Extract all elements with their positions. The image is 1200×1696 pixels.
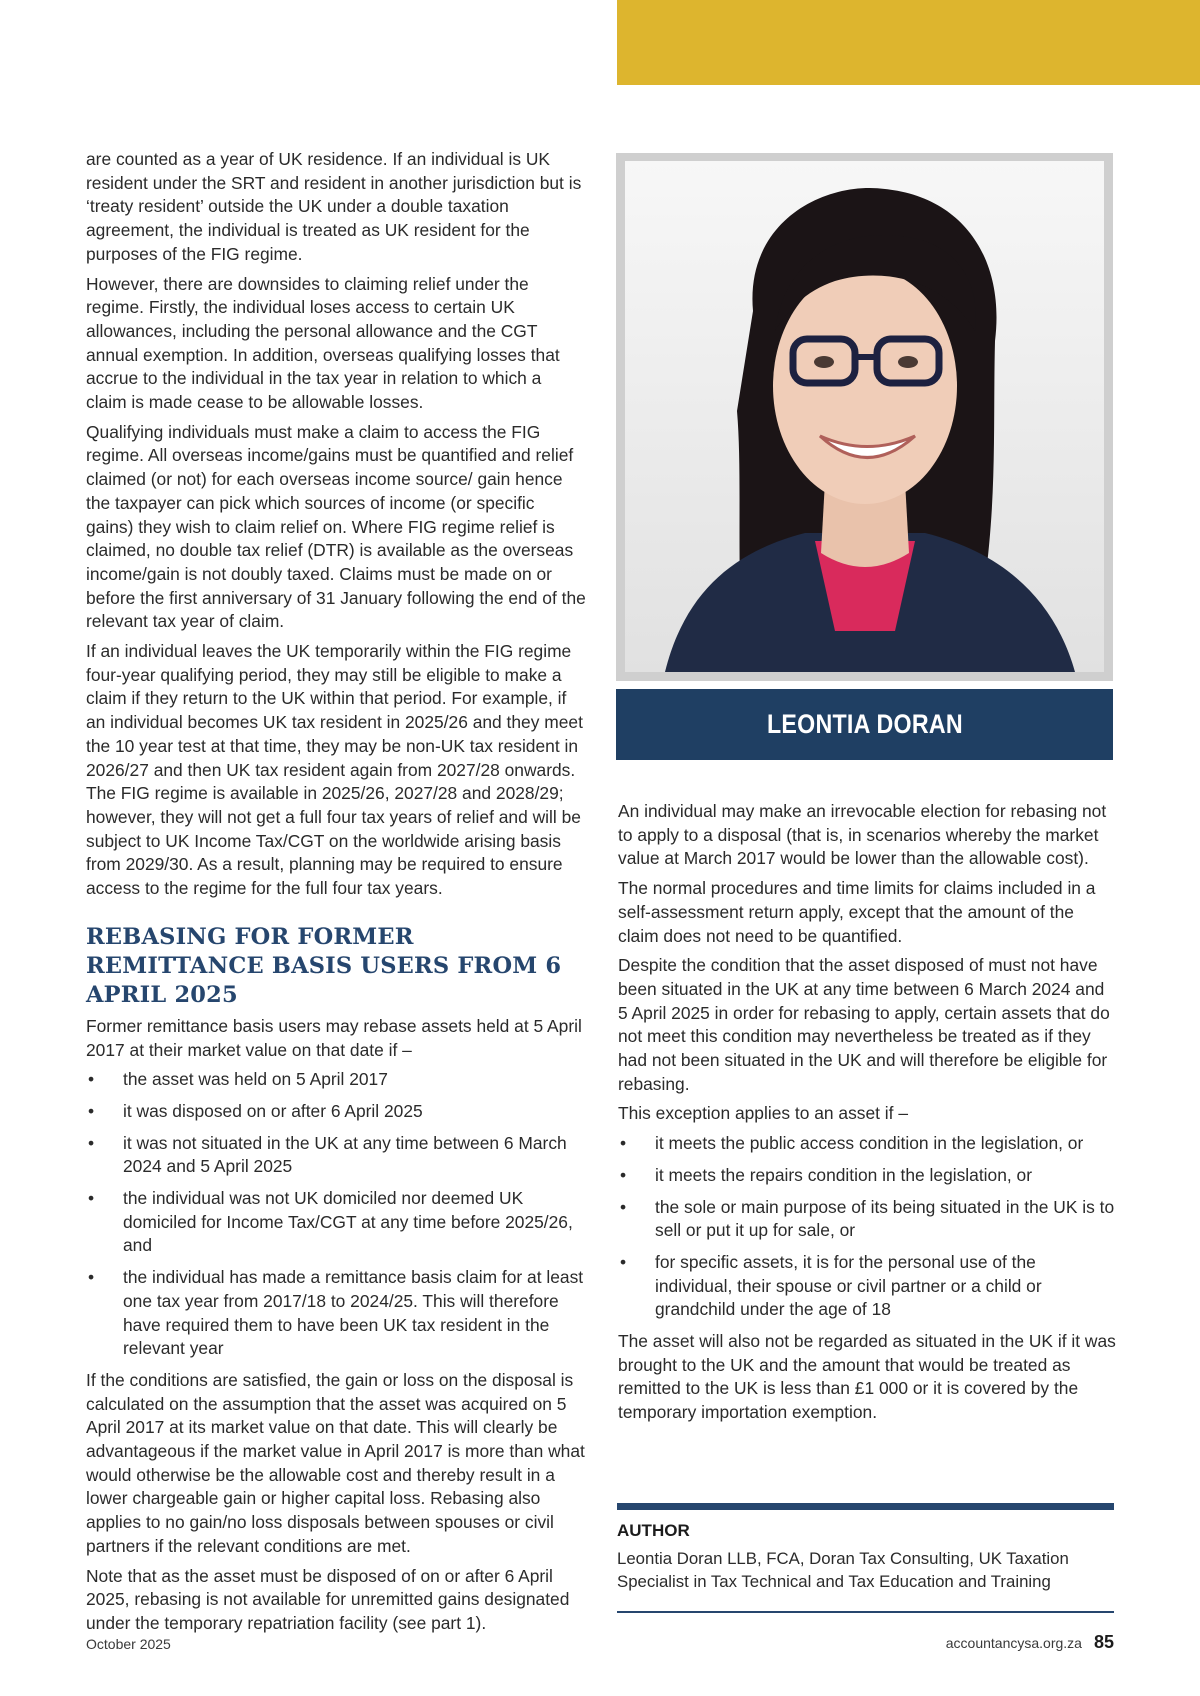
list-item: • for specific assets, it is for the personal use of the individual, their spouse or civil partner or a child or grandchild under the age of 18: [620, 1251, 1042, 1320]
bullet-icon: •: [88, 1069, 95, 1090]
section-heading: REBASING FOR FORMER REMITTANCE BASIS USERS FROM 6 APRIL 2025: [86, 923, 562, 1008]
author-box: [617, 1521, 1114, 1593]
right-paragraph-2: The normal procedures and time limits for claims included in a self-assessment return apply, except that the amount of the claim does not need to be quantified.: [618, 878, 1096, 946]
left-paragraph-7: Note that as the asset must be disposed of on or after 6 April 2025, rebasing is not available for unremitted gains designated under the temporary repatriation facility (see part 1).: [86, 1565, 570, 1633]
author-name-caption: LEONTIA DORAN: [766, 709, 963, 739]
right-paragraph-5: The asset will also not be regarded as situated in the UK if it was brought to the UK and the amount that would be treated as remitted to the UK is less than £1 000 or it is covered by the temporary importation exemption.: [618, 1331, 1116, 1423]
list-item: • it was disposed on or after 6 April 2025: [86, 1100, 586, 1124]
bullet-icon: •: [620, 1251, 627, 1272]
right-paragraph-4: This exception applies to an asset if –: [618, 1103, 909, 1124]
right-paragraph-3: Despite the condition that the asset disposed of must not have been situated in the UK at any time between 6 March 2024 and 5 April 2025 in order for rebasing to apply, certain assets that do not meet this condition may nevertheless be treated as if they had not been situated in the UK and will therefore be eligible for rebasing.: [618, 955, 1110, 1094]
author-heading: AUTHOR: [617, 1521, 690, 1540]
footer-right: [946, 1632, 1114, 1653]
right-paragraph-1: An individual may make an irrevocable election for rebasing not to apply to a disposal (that is, in scenarios whereby the market value at March 2017 would be lower than the allowable cost).: [618, 801, 1107, 869]
list-item: • the individual has made a remittance basis claim for at least one tax year from 2017/18 to 2024/25. This will therefore have required them to have been UK tax resident in the relevant year: [88, 1267, 584, 1359]
left-column: [86, 148, 586, 1642]
author-photo: [616, 153, 1113, 681]
left-paragraph-5: Former remittance basis users may rebase assets held at 5 April 2017 at their market value on that date if –: [86, 1015, 582, 1060]
left-paragraph-4: If an individual leaves the UK temporarily within the FIG regime four-year qualifying period, they may still be eligible to make a claim if they return to the UK within that period. For example, if an individual becomes UK tax resident in 2025/26 and they meet the 10 year test at that time, they may be non-UK tax resident in 2026/27 and then UK tax resident again from 2027/28 onwards. The FIG regime is available in 2025/26, 2027/28 and 2028/29; however, they will not get a full four tax years of relief and will be subject to UK Income Tax/CGT on the worldwide arising basis from 2029/30. As a result, planning may be required to ensure access to the regime for the full four tax years.: [86, 641, 583, 899]
page-number: 85: [1093, 1632, 1114, 1652]
header-color-band: [617, 0, 1200, 85]
bullet-icon: •: [88, 1132, 95, 1153]
list-item: • the sole or main purpose of its being situated in the UK is to sell or put it up for sale, or: [620, 1196, 1115, 1241]
bullet-icon: •: [620, 1133, 627, 1154]
author-bio: Leontia Doran LLB, FCA, Doran Tax Consulting, UK Taxation Specialist in Tax Technical and Tax Education and Training: [617, 1549, 1069, 1591]
list-item: • it was not situated in the UK at any time between 6 March 2024 and 5 April 2025: [88, 1132, 567, 1177]
left-paragraph-1: are counted as a year of UK residence. If an individual is UK resident under the SRT and resident in another jurisdiction but is ‘treaty resident’ outside the UK under a double taxation agreement, the individual is treated as UK resident for the purposes of the FIG regime.: [86, 149, 582, 264]
name-banner: [616, 689, 1113, 760]
left-paragraph-3: Qualifying individuals must make a claim to access the FIG regime. All overseas income/gains must be quantified and relief claimed (or not) for each overseas income source/ gain hence the taxpayer can pick which sources of income (or specific gains) they wish to claim relief on. Where FIG regime relief is claimed, no double tax relief (DTR) is available as the overseas income/gain is not doubly taxed. Claims must be made on or before the first anniversary of 31 January following the end of the relevant tax year of claim.: [86, 421, 586, 632]
list-item: • the asset was held on 5 April 2017: [86, 1068, 586, 1092]
footer-website: accountancysa.org.za: [945, 1635, 1082, 1651]
left-paragraph-6: If the conditions are satisfied, the gain or loss on the disposal is calculated on the assumption that the asset was acquired on 5 April 2017 at its market value on that date. This will clearly be advantageous if the market value in April 2017 is more than what would otherwise be the allowable cost and thereby result in a lower chargeable gain or higher capital loss. Rebasing also applies to no gain/no loss disposals between spouses or civil partners if the relevant conditions are met.: [86, 1369, 585, 1556]
right-column: [618, 800, 1116, 1431]
bullet-icon: •: [88, 1267, 95, 1288]
list-item: • it meets the repairs condition in the legislation, or: [618, 1164, 1116, 1188]
bullet-icon: •: [88, 1188, 95, 1209]
bullet-icon: •: [620, 1164, 627, 1185]
conditions-list: [86, 1068, 586, 1361]
footer-date: October 2025: [86, 1636, 171, 1652]
author-divider: [617, 1503, 1114, 1510]
author-bottom-divider: [617, 1611, 1114, 1613]
exception-list: [618, 1132, 1116, 1322]
left-paragraph-2: However, there are downsides to claiming relief under the regime. Firstly, the individual loses access to certain UK allowances, including the personal allowance and the CGT annual exemption. In addition, overseas qualifying losses that accrue to the individual in the tax year in relation to which a claim is made cease to be allowable losses.: [86, 273, 560, 413]
list-item: • it meets the public access condition in the legislation, or: [618, 1132, 1116, 1156]
bullet-icon: •: [88, 1100, 95, 1121]
portrait-image: [625, 161, 1104, 672]
bullet-icon: •: [620, 1196, 627, 1217]
list-item: • the individual was not UK domiciled nor deemed UK domiciled for Income Tax/CGT at any time before 2025/26, and: [88, 1188, 573, 1256]
